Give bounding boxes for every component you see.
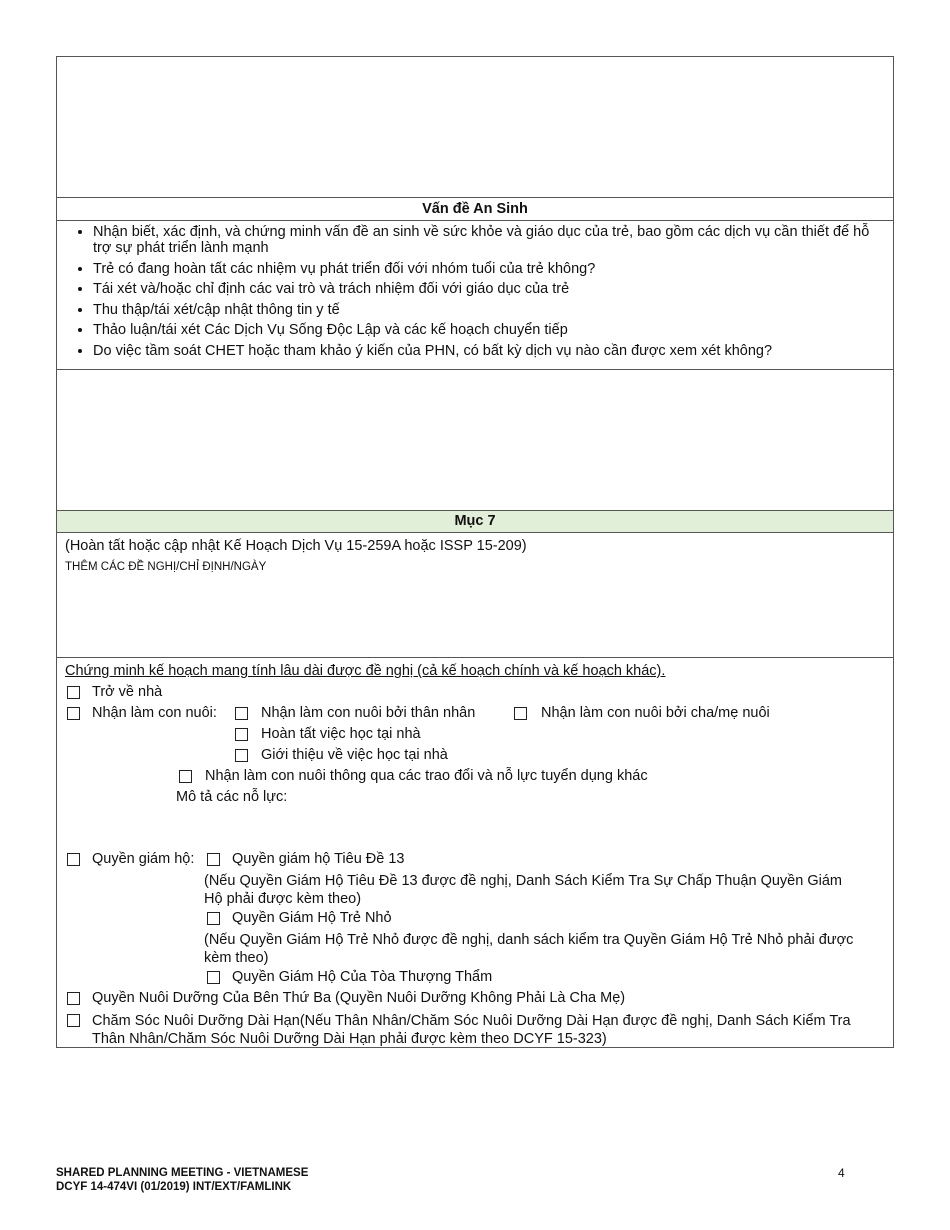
home-study-referral-checkbox[interactable] — [235, 749, 248, 762]
adoption-exchange-checkbox[interactable] — [179, 770, 192, 783]
divider — [57, 532, 893, 533]
title13-note: (Nếu Quyền Giám Hộ Tiêu Đề 13 được đề nghị, Danh Sách Kiểm Tra Sự Chấp Thuận Quyền Giám Hộ phải được kèm theo) — [204, 873, 842, 907]
minor-guardianship-label: Quyền Giám Hộ Trẻ Nhỏ — [232, 910, 392, 926]
bullet-item: • Nhận biết, xác định, và chứng minh vấn đề an sinh về sức khỏe và giáo dục của trẻ, bao gồm các dịch vụ cần thiết để hỗ trợ sự phát triển lành mạnh — [93, 224, 885, 256]
bullet-item: • Thảo luận/tái xét Các Dịch Vụ Sống Độc Lập và các kế hoạch chuyển tiếp — [93, 322, 885, 338]
divider — [57, 657, 893, 658]
adoption-foster-checkbox[interactable] — [514, 707, 527, 720]
guardianship-checkbox[interactable] — [67, 853, 80, 866]
long-term-care-checkbox[interactable] — [67, 1014, 80, 1027]
adoption-checkbox[interactable] — [67, 707, 80, 720]
home-study-complete-checkbox[interactable] — [235, 728, 248, 741]
wellbeing-header: Vấn đề An Sinh — [422, 201, 528, 217]
adoption-label: Nhận làm con nuôi: — [92, 705, 217, 721]
bullet-item: • Trẻ có đang hoàn tất các nhiệm vụ phát triển đối với nhóm tuổi của trẻ không? — [93, 261, 885, 277]
bullet-item: • Tái xét và/hoặc chỉ định các vai trò và trách nhiệm đối với giáo dục của trẻ — [93, 281, 885, 297]
adoption-relative-checkbox[interactable] — [235, 707, 248, 720]
long-term-care-text — [92, 1012, 882, 1048]
adoption-foster-label: Nhận làm con nuôi bởi cha/mẹ nuôi — [541, 705, 770, 721]
bullet-item: • Thu thập/tái xét/cập nhật thông tin y tế — [93, 302, 885, 318]
guardianship-label: Quyền giám hộ: — [92, 851, 195, 867]
adoption-exchange-label: Nhận làm con nuôi thông qua các trao đổi và nỗ lực tuyển dụng khác — [205, 768, 648, 784]
third-party-label: Quyền Nuôi Dưỡng Của Bên Thứ Ba (Quyền Nuôi Dưỡng Không Phải Là Cha Mẹ) — [92, 990, 626, 1006]
long-term-care-note: (Nếu Thân Nhân/Chăm Sóc Nuôi Dưỡng Dài Hạn được đề nghị, Danh Sách Kiểm Tra Thân Nhân/Chăm Sóc Nuôi Dưỡng Dài Hạn phải được kèm theo DCYF 15-323) — [92, 1013, 851, 1047]
section7-header: Mục 7 — [57, 511, 893, 532]
section7-sublabel: THÊM CÁC ĐỀ NGHỊ/CHỈ ĐỊNH/NGÀY — [65, 561, 267, 573]
adoption-relative-label: Nhận làm con nuôi bởi thân nhân — [261, 705, 476, 721]
bullet-item: • Do việc tầm soát CHET hoặc tham khảo ý kiến của PHN, có bất kỳ dịch vụ nào cần được xem xét không? — [93, 343, 885, 359]
return-home-label: Trở về nhà — [92, 684, 163, 700]
superior-court-checkbox[interactable] — [207, 971, 220, 984]
superior-court-label: Quyền Giám Hộ Của Tòa Thượng Thẩm — [232, 969, 493, 985]
page-number: 4 — [838, 1166, 845, 1180]
section7-instruction: (Hoàn tất hoặc cập nhật Kế Hoạch Dịch Vụ 15-259A hoặc ISSP 15-209) — [65, 538, 527, 554]
return-home-checkbox[interactable] — [67, 686, 80, 699]
minor-guardianship-checkbox[interactable] — [207, 912, 220, 925]
home-study-referral-label: Giới thiệu về việc học tại nhà — [261, 747, 448, 763]
title13-label: Quyền giám hộ Tiêu Đề 13 — [232, 851, 405, 867]
home-study-complete-label: Hoàn tất việc học tại nhà — [261, 726, 421, 742]
divider — [57, 220, 893, 221]
form-title: SHARED PLANNING MEETING - VIETNAMESE — [56, 1167, 309, 1179]
recommendations-area[interactable] — [57, 577, 893, 657]
wellbeing-response-area[interactable] — [57, 370, 893, 510]
describe-efforts-label: Mô tả các nỗ lực: — [176, 789, 288, 805]
form-code: DCYF 14-474VI (01/2019) INT/EXT/FAMLINK — [56, 1181, 292, 1193]
permanency-heading: Chứng minh kế hoạch mang tính lâu dài được đề nghị (cả kế hoạch chính và kế hoạch khác). — [65, 663, 666, 679]
minor-guardianship-note: (Nếu Quyền Giám Hộ Trẻ Nhỏ được đề nghị, danh sách kiểm tra Quyền Giám Hộ Trẻ Nhỏ phải được kèm theo) — [204, 932, 854, 966]
title13-checkbox[interactable] — [207, 853, 220, 866]
footer — [56, 1166, 308, 1194]
long-term-care-label: Chăm Sóc Nuôi Dưỡng Dài Hạn — [92, 1013, 300, 1029]
wellbeing-bullets — [57, 224, 893, 363]
form-table — [56, 56, 894, 1048]
third-party-checkbox[interactable] — [67, 992, 80, 1005]
previous-section-response-area[interactable] — [57, 57, 893, 197]
